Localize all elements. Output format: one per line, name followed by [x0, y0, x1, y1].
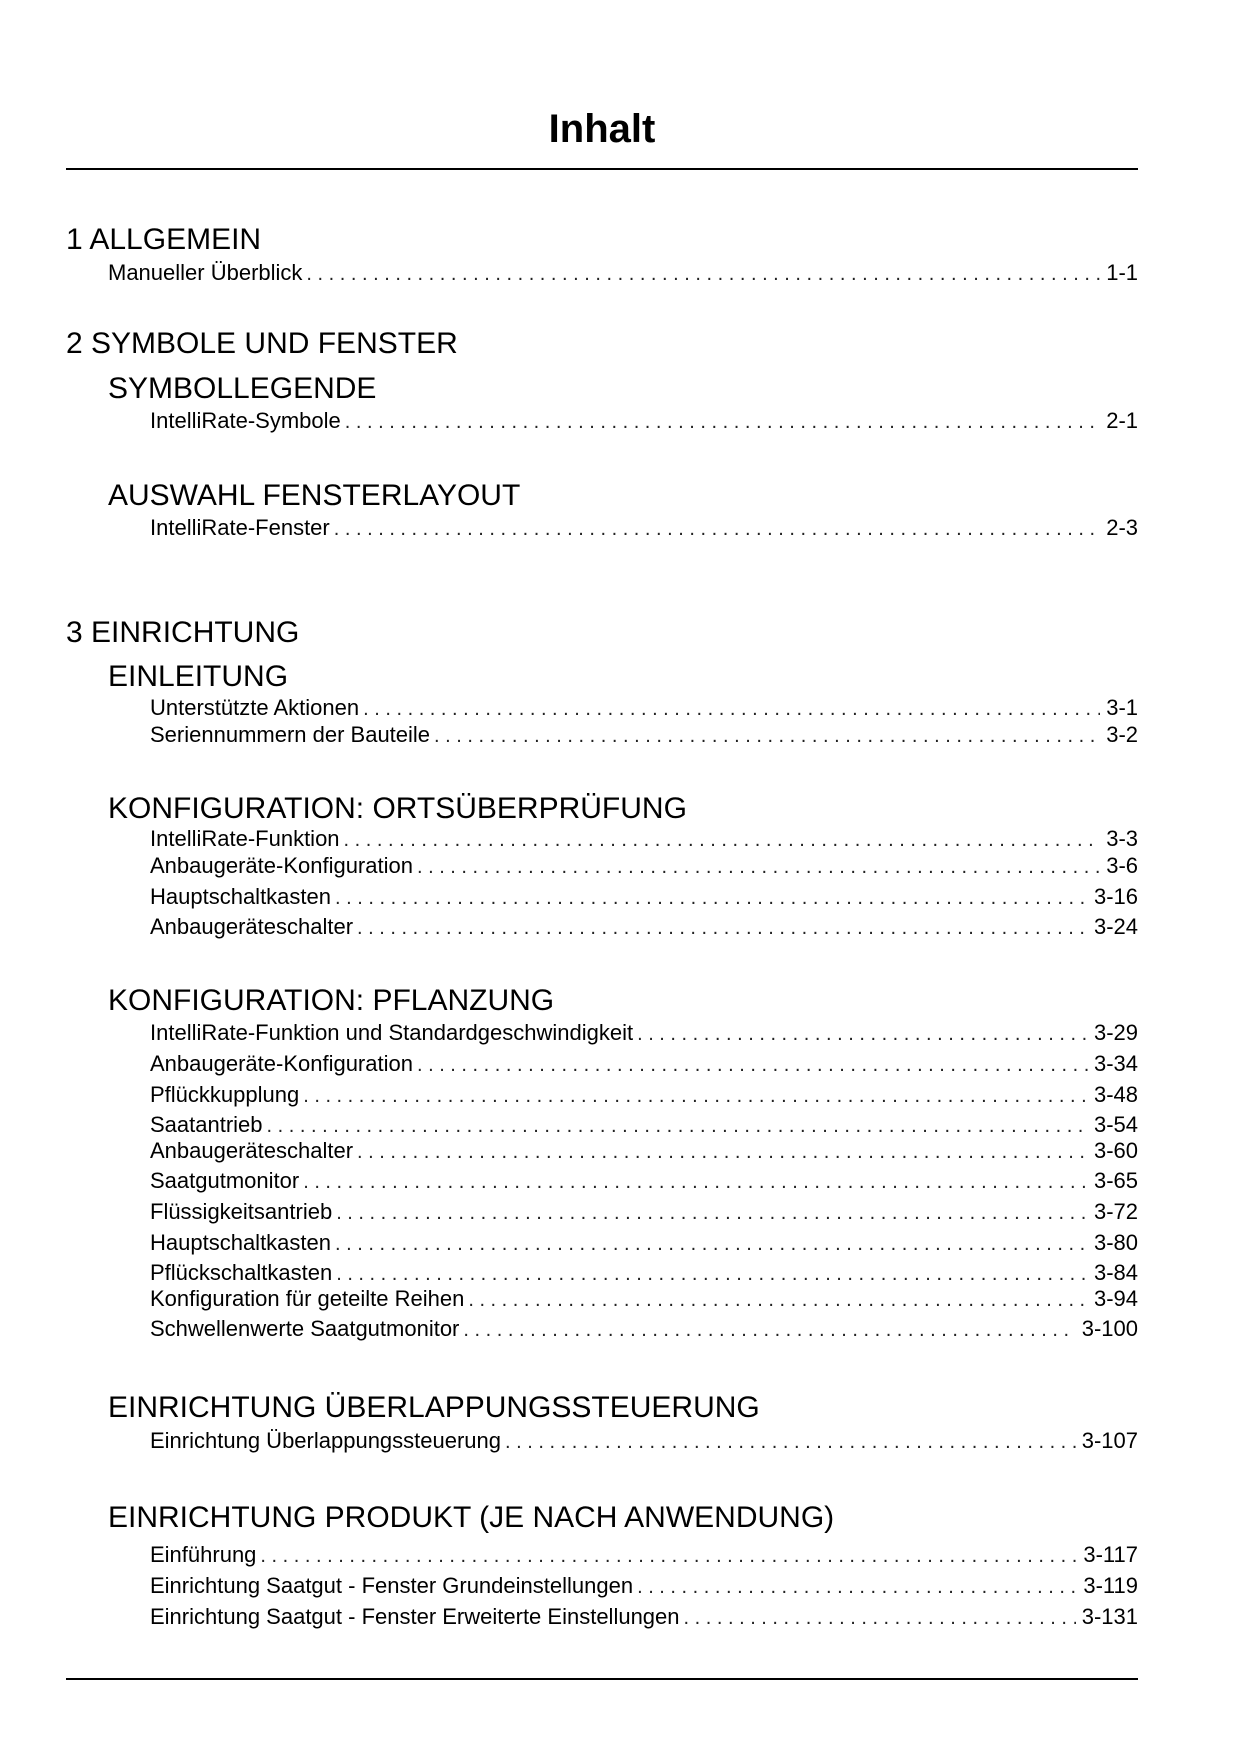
section-heading: AUSWAHL FENSTERLAYOUT — [108, 479, 521, 512]
dot-leader — [335, 885, 1088, 911]
dot-leader — [637, 1574, 1077, 1600]
toc-entry-page: 3-6 — [1106, 853, 1138, 878]
toc-entry[interactable] — [150, 722, 1138, 749]
toc-entry-label: Saatantrieb — [150, 1112, 263, 1137]
toc-entry-page: 3-131 — [1081, 1604, 1138, 1629]
toc-entry-page: 3-48 — [1093, 1082, 1138, 1107]
dot-leader — [637, 1021, 1088, 1047]
toc-entry-label: Anbaugeräteschalter — [150, 1138, 354, 1163]
toc-entry-label: Hauptschaltkasten — [150, 884, 331, 909]
toc-entry[interactable] — [150, 515, 1138, 542]
toc-entry-label: IntelliRate-Fenster — [150, 515, 330, 540]
toc-entry[interactable] — [108, 260, 1138, 287]
dot-leader — [357, 915, 1088, 941]
toc-entry-label: Flüssigkeitsantrieb — [150, 1199, 333, 1224]
dot-leader — [417, 1052, 1088, 1078]
section-heading: SYMBOLLEGENDE — [108, 372, 377, 405]
toc-entry[interactable] — [150, 826, 1138, 853]
section-heading: EINRICHTUNG PRODUKT (JE NACH ANWENDUNG) — [108, 1501, 835, 1534]
toc-entry-page: 3-29 — [1093, 1020, 1138, 1045]
toc-entry-label: Manueller Überblick — [108, 260, 303, 285]
dot-leader — [306, 261, 1100, 287]
toc-entry-label: Einrichtung Saatgut - Fenster Grundeinstellungen — [150, 1573, 634, 1598]
toc-entry[interactable] — [150, 1428, 1138, 1455]
toc-entry-label: Unterstützte Aktionen — [150, 695, 360, 720]
dot-leader — [363, 696, 1100, 722]
toc-entry-label: Hauptschaltkasten — [150, 1230, 331, 1255]
toc-entry[interactable] — [150, 914, 1138, 941]
dot-leader — [344, 827, 1101, 853]
toc-entry[interactable] — [150, 1316, 1138, 1343]
toc-entry-page: 3-16 — [1093, 884, 1138, 909]
toc-entry-page: 3-2 — [1106, 722, 1138, 747]
toc-entry[interactable] — [150, 1051, 1138, 1078]
toc-entry[interactable] — [150, 1020, 1138, 1047]
toc-entry[interactable] — [150, 1112, 1138, 1139]
dot-leader — [434, 723, 1100, 749]
toc-entry-label: Saatgutmonitor — [150, 1168, 300, 1193]
dot-leader — [468, 1287, 1088, 1313]
toc-entry[interactable] — [150, 1082, 1138, 1109]
dot-leader — [463, 1317, 1075, 1343]
toc-entry-label: Anbaugeräteschalter — [150, 914, 354, 939]
toc-entry[interactable] — [150, 695, 1138, 722]
toc-entry[interactable] — [150, 1604, 1138, 1631]
toc-entry-page: 3-24 — [1093, 914, 1138, 939]
toc-entry-label: Einführung — [150, 1542, 257, 1567]
toc-entry-page: 1-1 — [1106, 260, 1138, 285]
toc-entry-page: 3-107 — [1081, 1428, 1138, 1453]
toc-entry-label: Pflückschaltkasten — [150, 1260, 333, 1285]
section-heading: KONFIGURATION: PFLANZUNG — [108, 984, 555, 1017]
toc-entry-page: 2-1 — [1106, 408, 1138, 433]
toc-entry-label: Anbaugeräte-Konfiguration — [150, 1051, 413, 1076]
section-heading: EINRICHTUNG ÜBERLAPPUNGSSTEUERUNG — [108, 1391, 760, 1424]
footer-rule — [66, 1678, 1138, 1680]
page-title: Inhalt — [548, 107, 656, 151]
toc-entry[interactable] — [150, 1168, 1138, 1195]
toc-entry-label: Einrichtung Saatgut - Fenster Erweiterte Einstellungen — [150, 1604, 680, 1629]
toc-entry[interactable] — [150, 1138, 1138, 1165]
toc-entry[interactable] — [150, 853, 1138, 880]
toc-entry-label: IntelliRate-Symbole — [150, 408, 341, 433]
section-heading: EINLEITUNG — [108, 660, 289, 693]
toc-entry-page: 2-3 — [1106, 515, 1138, 540]
toc-entry-label: Schwellenwerte Saatgutmonitor — [150, 1316, 460, 1341]
toc-entry-page: 3-34 — [1093, 1051, 1138, 1076]
toc-entry[interactable] — [150, 1542, 1138, 1569]
toc-entry[interactable] — [150, 408, 1138, 435]
dot-leader — [303, 1083, 1088, 1109]
toc-entry-label: Pflückkupplung — [150, 1082, 300, 1107]
toc-entry[interactable] — [150, 1260, 1138, 1287]
chapter-heading: 1 ALLGEMEIN — [66, 223, 262, 256]
dot-leader — [684, 1605, 1076, 1631]
toc-entry[interactable] — [150, 1230, 1138, 1257]
toc-entry-page: 3-72 — [1093, 1199, 1138, 1224]
toc-entry-label: Einrichtung Überlappungssteuerung — [150, 1428, 502, 1453]
toc-entry-page: 3-3 — [1106, 826, 1138, 851]
toc-entry-label: IntelliRate-Funktion — [150, 826, 340, 851]
toc-entry-page: 3-94 — [1093, 1286, 1138, 1311]
toc-entry-page: 3-84 — [1093, 1260, 1138, 1285]
dot-leader — [334, 516, 1100, 542]
section-heading: KONFIGURATION: ORTSÜBERPRÜFUNG — [108, 792, 687, 825]
toc-entry-label: Seriennummern der Bauteile — [150, 722, 431, 747]
chapter-heading: 3 EINRICHTUNG — [66, 616, 300, 649]
dot-leader — [335, 1231, 1088, 1257]
dot-leader — [417, 854, 1100, 880]
toc-entry-label: Konfiguration für geteilte Reihen — [150, 1286, 465, 1311]
dot-leader — [303, 1169, 1088, 1195]
toc-entry-page: 3-1 — [1106, 695, 1138, 720]
toc-entry-page: 3-119 — [1083, 1573, 1138, 1598]
dot-leader — [345, 409, 1100, 435]
toc-entry-page: 3-80 — [1093, 1230, 1138, 1255]
dot-leader — [260, 1543, 1077, 1569]
dot-leader — [267, 1113, 1088, 1139]
toc-entry-page: 3-100 — [1081, 1316, 1138, 1341]
toc-entry-page: 3-60 — [1093, 1138, 1138, 1163]
toc-entry-page: 3-117 — [1083, 1542, 1138, 1567]
toc-entry[interactable] — [150, 1573, 1138, 1600]
dot-leader — [336, 1200, 1088, 1226]
dot-leader — [336, 1261, 1088, 1287]
toc-entry-label: IntelliRate-Funktion und Standardgeschwindigkeit — [150, 1020, 634, 1045]
toc-entry-page: 3-54 — [1093, 1112, 1138, 1137]
toc-entry[interactable] — [150, 1286, 1138, 1313]
toc-entry-page: 3-65 — [1093, 1168, 1138, 1193]
toc-entry-label: Anbaugeräte-Konfiguration — [150, 853, 413, 878]
header-rule — [66, 168, 1138, 170]
toc-entry[interactable] — [150, 884, 1138, 911]
toc-entry[interactable] — [150, 1199, 1138, 1226]
chapter-heading: 2 SYMBOLE UND FENSTER — [66, 327, 458, 360]
dot-leader — [357, 1139, 1088, 1165]
dot-leader — [505, 1429, 1076, 1455]
